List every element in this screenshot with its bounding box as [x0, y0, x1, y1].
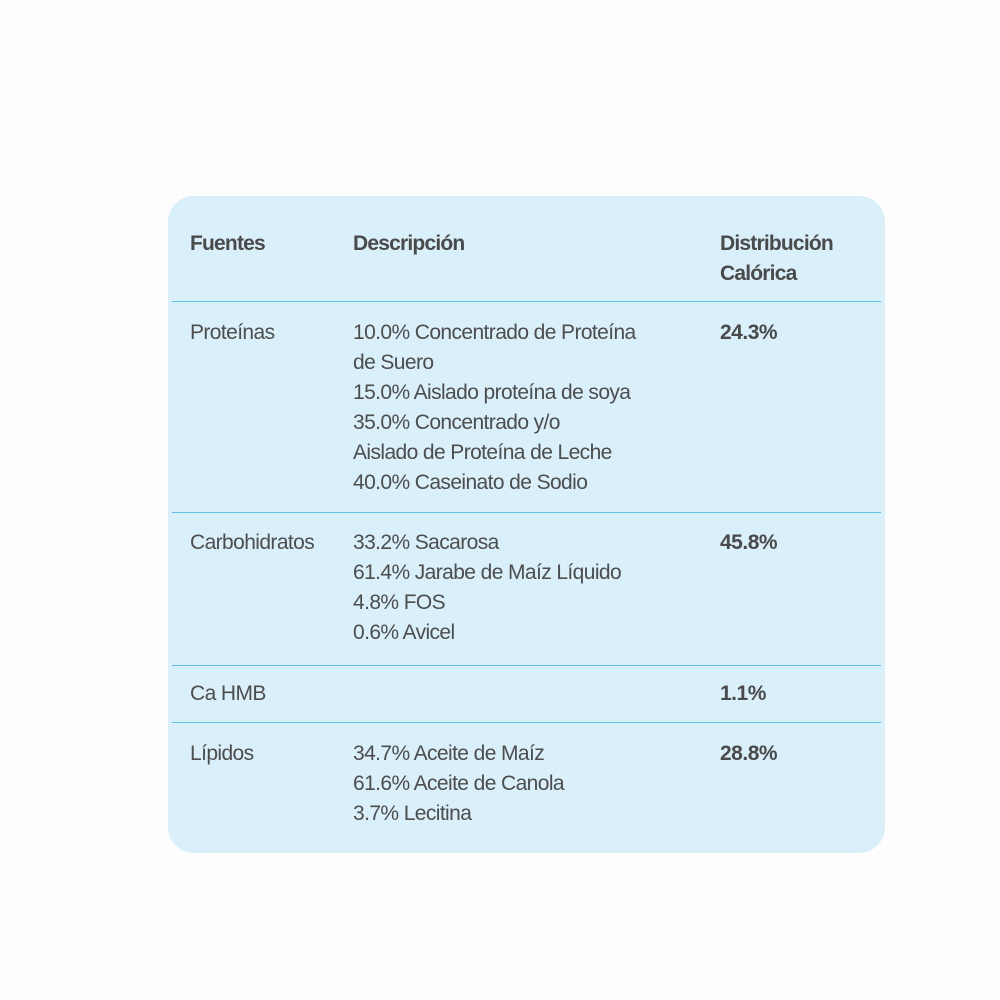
descripcion-line: de Suero: [353, 351, 434, 374]
descripcion-line: 0.6% Avicel: [353, 621, 455, 644]
row-divider: [172, 665, 881, 666]
descripcion-cell: [353, 528, 621, 648]
fuente-cell: Ca HMB: [190, 682, 266, 705]
distribucion-cell: 45.8%: [720, 531, 778, 554]
descripcion-line: 10.0% Concentrado de Proteína: [353, 321, 636, 344]
row-divider: [172, 722, 881, 723]
header-distribucion-calorica: [720, 229, 833, 289]
descripcion-line: 34.7% Aceite de Maíz: [353, 742, 545, 765]
descripcion-line: 33.2% Sacarosa: [353, 531, 499, 554]
descripcion-line: 4.8% FOS: [353, 591, 446, 614]
descripcion-line: 3.7% Lecitina: [353, 802, 472, 825]
descripcion-line: 40.0% Caseinato de Sodio: [353, 471, 588, 494]
descripcion-line: Aislado de Proteína de Leche: [353, 441, 612, 464]
descripcion-line: 61.6% Aceite de Canola: [353, 772, 564, 795]
header-distribucion-line2: Calórica: [720, 262, 797, 285]
distribucion-cell: 1.1%: [720, 682, 766, 705]
distribucion-cell: 24.3%: [720, 321, 778, 344]
row-divider: [172, 512, 881, 513]
fuente-cell: Proteínas: [190, 321, 275, 344]
header-descripcion: Descripción: [353, 232, 465, 255]
header-distribucion-line1: Distribución: [720, 232, 833, 255]
descripcion-cell: [353, 318, 636, 498]
descripcion-line: 35.0% Concentrado y/o: [353, 411, 560, 434]
fuente-cell: Lípidos: [190, 742, 254, 765]
descripcion-cell: [353, 739, 564, 829]
descripcion-line: 15.0% Aislado proteína de soya: [353, 381, 631, 404]
fuente-cell: Carbohidratos: [190, 531, 315, 554]
header-divider: [172, 301, 881, 302]
distribucion-cell: 28.8%: [720, 742, 778, 765]
nutrition-sources-table: [168, 196, 885, 853]
header-fuentes: Fuentes: [190, 232, 265, 255]
descripcion-line: 61.4% Jarabe de Maíz Líquido: [353, 561, 622, 584]
